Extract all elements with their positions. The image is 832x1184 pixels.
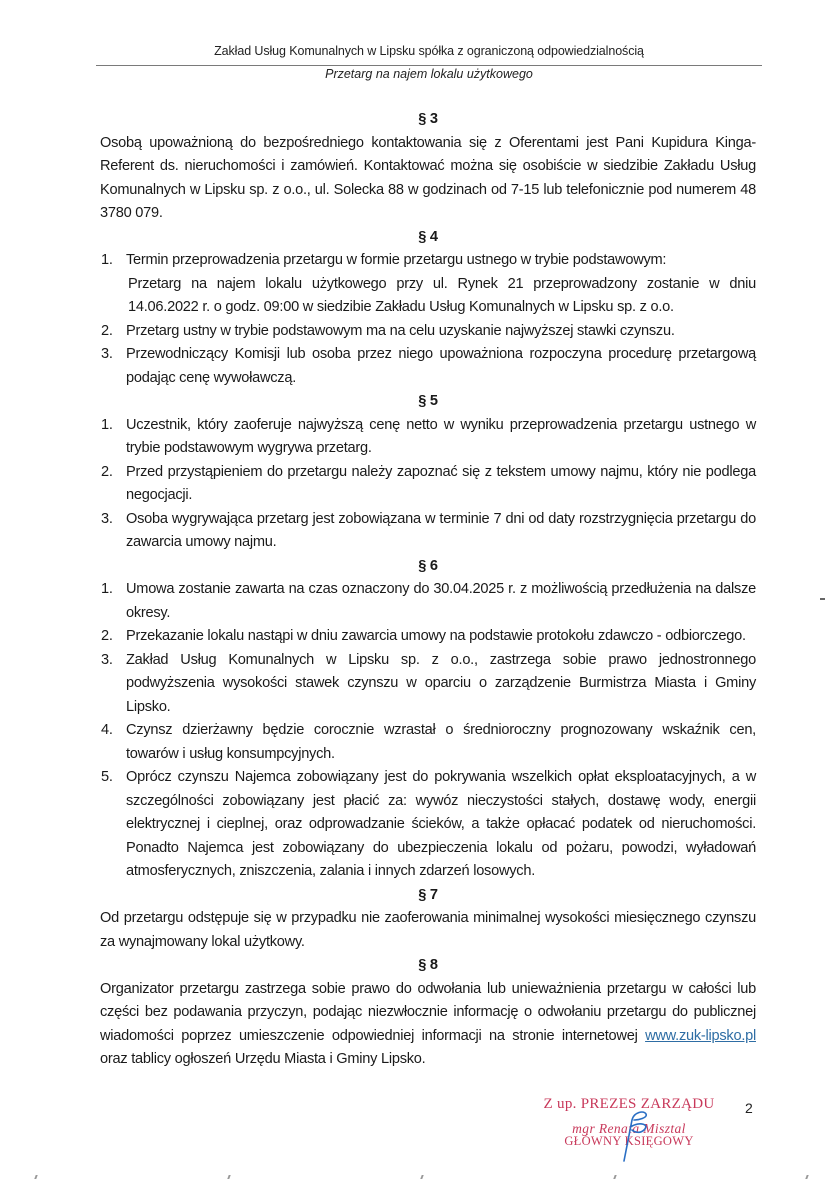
list-item-text: Przed przystąpieniem do przetargu należy zapoznać się z tekstem umowy najmu, który nie podlega negocjacji. — [126, 463, 756, 503]
section-7-title: § 7 — [418, 886, 438, 903]
list-item-number: 1. — [101, 252, 113, 268]
section-5-list — [100, 414, 756, 555]
list-item-text: Termin przeprowadzenia przetargu w formie przetargu ustnego w trybie podstawowym: — [126, 252, 667, 268]
document-body — [100, 108, 756, 1072]
list-item-number: 3. — [101, 510, 113, 527]
list-item — [100, 578, 756, 625]
section-3-text: Osobą upoważnioną do bezpośredniego kontaktowania się z Oferentami jest Pani Kupidura Kinga- Referent ds. nieruchomości i zamówień. Kontaktować można się osobiście w siedzibie Zakładu Usług Komunalnych w Lipsku sp. z o.o., ul. Solecka 88 w godzinach od 7-15 lub telefonicznie pod numerem 48 3780 079. — [100, 134, 756, 221]
list-item-text: Przewodniczący Komisji lub osoba przez niego upoważniona rozpoczyna procedurę przetargową podając cenę wywoławczą. — [126, 346, 756, 386]
section-8-text-before: Organizator przetargu zastrzega sobie prawo do odwołania lub unieważnienia przetargu w całości lub części bez podawania przyczyn, podając niezwłocznie informację o odwołaniu przetargu do publicznej wiadomości poprzez umieszczenie odpowiedniej informacji na stronie internetowej — [100, 980, 756, 1044]
list-item-number: 1. — [101, 416, 113, 433]
list-item-number: 4. — [101, 722, 113, 738]
website-link[interactable]: www.zuk-lipsko.pl — [645, 1027, 756, 1044]
list-item-text: Umowa zostanie zawarta na czas oznaczony do 30.04.2025 r. z możliwością przedłużenia na dalsze okresy. — [126, 581, 756, 621]
page-number: 2 — [745, 1100, 753, 1116]
section-3-title: § 3 — [418, 111, 438, 127]
section-8-title: § 8 — [418, 957, 438, 973]
section-7-text: Od przetargu odstępuje się w przypadku nie zaoferowania minimalnej wysokości miesięcznego czynszu za wynajmowany lokal użytkowy. — [100, 910, 756, 950]
header-subtitle: Przetarg na najem lokalu użytkowego — [325, 67, 533, 81]
list-item-number: 2. — [101, 463, 113, 480]
stamp-signer-name: mgr Renata Misztal — [572, 1121, 686, 1136]
list-item-number: 2. — [101, 628, 113, 644]
list-item-number: 3. — [101, 651, 113, 668]
scan-mark — [34, 1175, 37, 1179]
stamp-authority-line: Z up. PREZES ZARZĄDU — [543, 1096, 715, 1112]
scan-mark — [613, 1175, 616, 1179]
scan-mark — [420, 1175, 423, 1179]
list-item-number: 2. — [101, 322, 113, 339]
list-item — [100, 508, 756, 555]
scan-mark — [227, 1175, 230, 1179]
scan-mark — [805, 1175, 808, 1179]
list-item-number: 5. — [101, 769, 113, 785]
section-8-text-after: oraz tablicy ogłoszeń Urzędu Miasta i Gminy Lipsko. — [100, 1051, 426, 1067]
list-item — [100, 719, 756, 766]
list-item — [100, 461, 756, 508]
list-item-text: Przekazanie lokalu nastąpi w dniu zawarcia umowy na podstawie protokołu zdawczo - odbiorczego. — [126, 628, 746, 644]
list-item — [100, 320, 756, 344]
section-6-list — [100, 578, 756, 884]
list-item-text: Zakład Usług Komunalnych w Lipsku sp. z o.o., zastrzega sobie prawo jednostronnego podwyższenia wysokości stawek czynszu w oparciu o zarządzenie Burmistrza Miasta i Gminy Lipsko. — [126, 651, 756, 715]
list-item — [100, 649, 756, 720]
list-item-text: Przetarg ustny w trybie podstawowym ma na celu uzyskanie najwyższej stawki czynszu. — [126, 322, 675, 339]
section-5-title: § 5 — [418, 393, 438, 409]
list-item — [100, 343, 756, 390]
list-item-number: 3. — [101, 346, 113, 362]
stamp-signer-role: GŁÓWNY KSIĘGOWY — [564, 1134, 694, 1148]
list-item — [100, 414, 756, 461]
list-item-text: Oprócz czynszu Najemca zobowiązany jest do pokrywania wszelkich opłat eksploatacyjnych, a w szczególności zobowiązany jest płacić za: wywóz nieczystości stałych, dostawę wody, energii elektrycznej i cieplnej, oraz odprowadzanie ścieków, a także opłacać podatek od nieruchomości. Ponadto Najemca jest zobowiązany do ubezpieczenia lokalu od pożaru, powodzi, wyładowań atmosferycznych, zniszczenia, zalania i innych zdarzeń losowych. — [126, 769, 756, 879]
list-item-text: Uczestnik, który zaoferuje najwyższą cenę netto w wyniku przeprowadzenia przetargu ustnego w trybie podstawowym wygrywa przetarg. — [126, 416, 756, 456]
scan-mark — [820, 598, 825, 600]
list-item — [100, 625, 756, 649]
list-item-number: 1. — [101, 581, 113, 597]
section-4-list — [100, 249, 756, 390]
list-item-continuation: Przetarg na najem lokalu użytkowego przy ul. Rynek 21 przeprowadzony zostanie w dniu 14.06.2022 r. o godz. 09:00 w siedzibie Zakładu Usług Komunalnych w Lipsku sp. z o.o. — [128, 275, 756, 315]
list-item-text: Osoba wygrywająca przetarg jest zobowiązana w terminie 7 dni od daty rozstrzygnięcia przetargu do zawarcia umowy najmu. — [126, 510, 756, 550]
header-company-name: Zakład Usług Komunalnych w Lipsku spółka z ograniczoną odpowiedzialnością — [214, 44, 644, 58]
section-4-title: § 4 — [418, 228, 438, 245]
list-item — [100, 766, 756, 884]
header-divider — [96, 65, 762, 66]
section-8-text — [100, 978, 756, 1072]
list-item-text: Czynsz dzierżawny będzie corocznie wzrastał o średnioroczny prognozowany wskaźnik cen, towarów i usług konsumpcyjnych. — [126, 722, 756, 762]
handwritten-signature-icon — [610, 1106, 660, 1166]
list-item — [100, 249, 756, 320]
section-6-title: § 6 — [418, 557, 438, 574]
